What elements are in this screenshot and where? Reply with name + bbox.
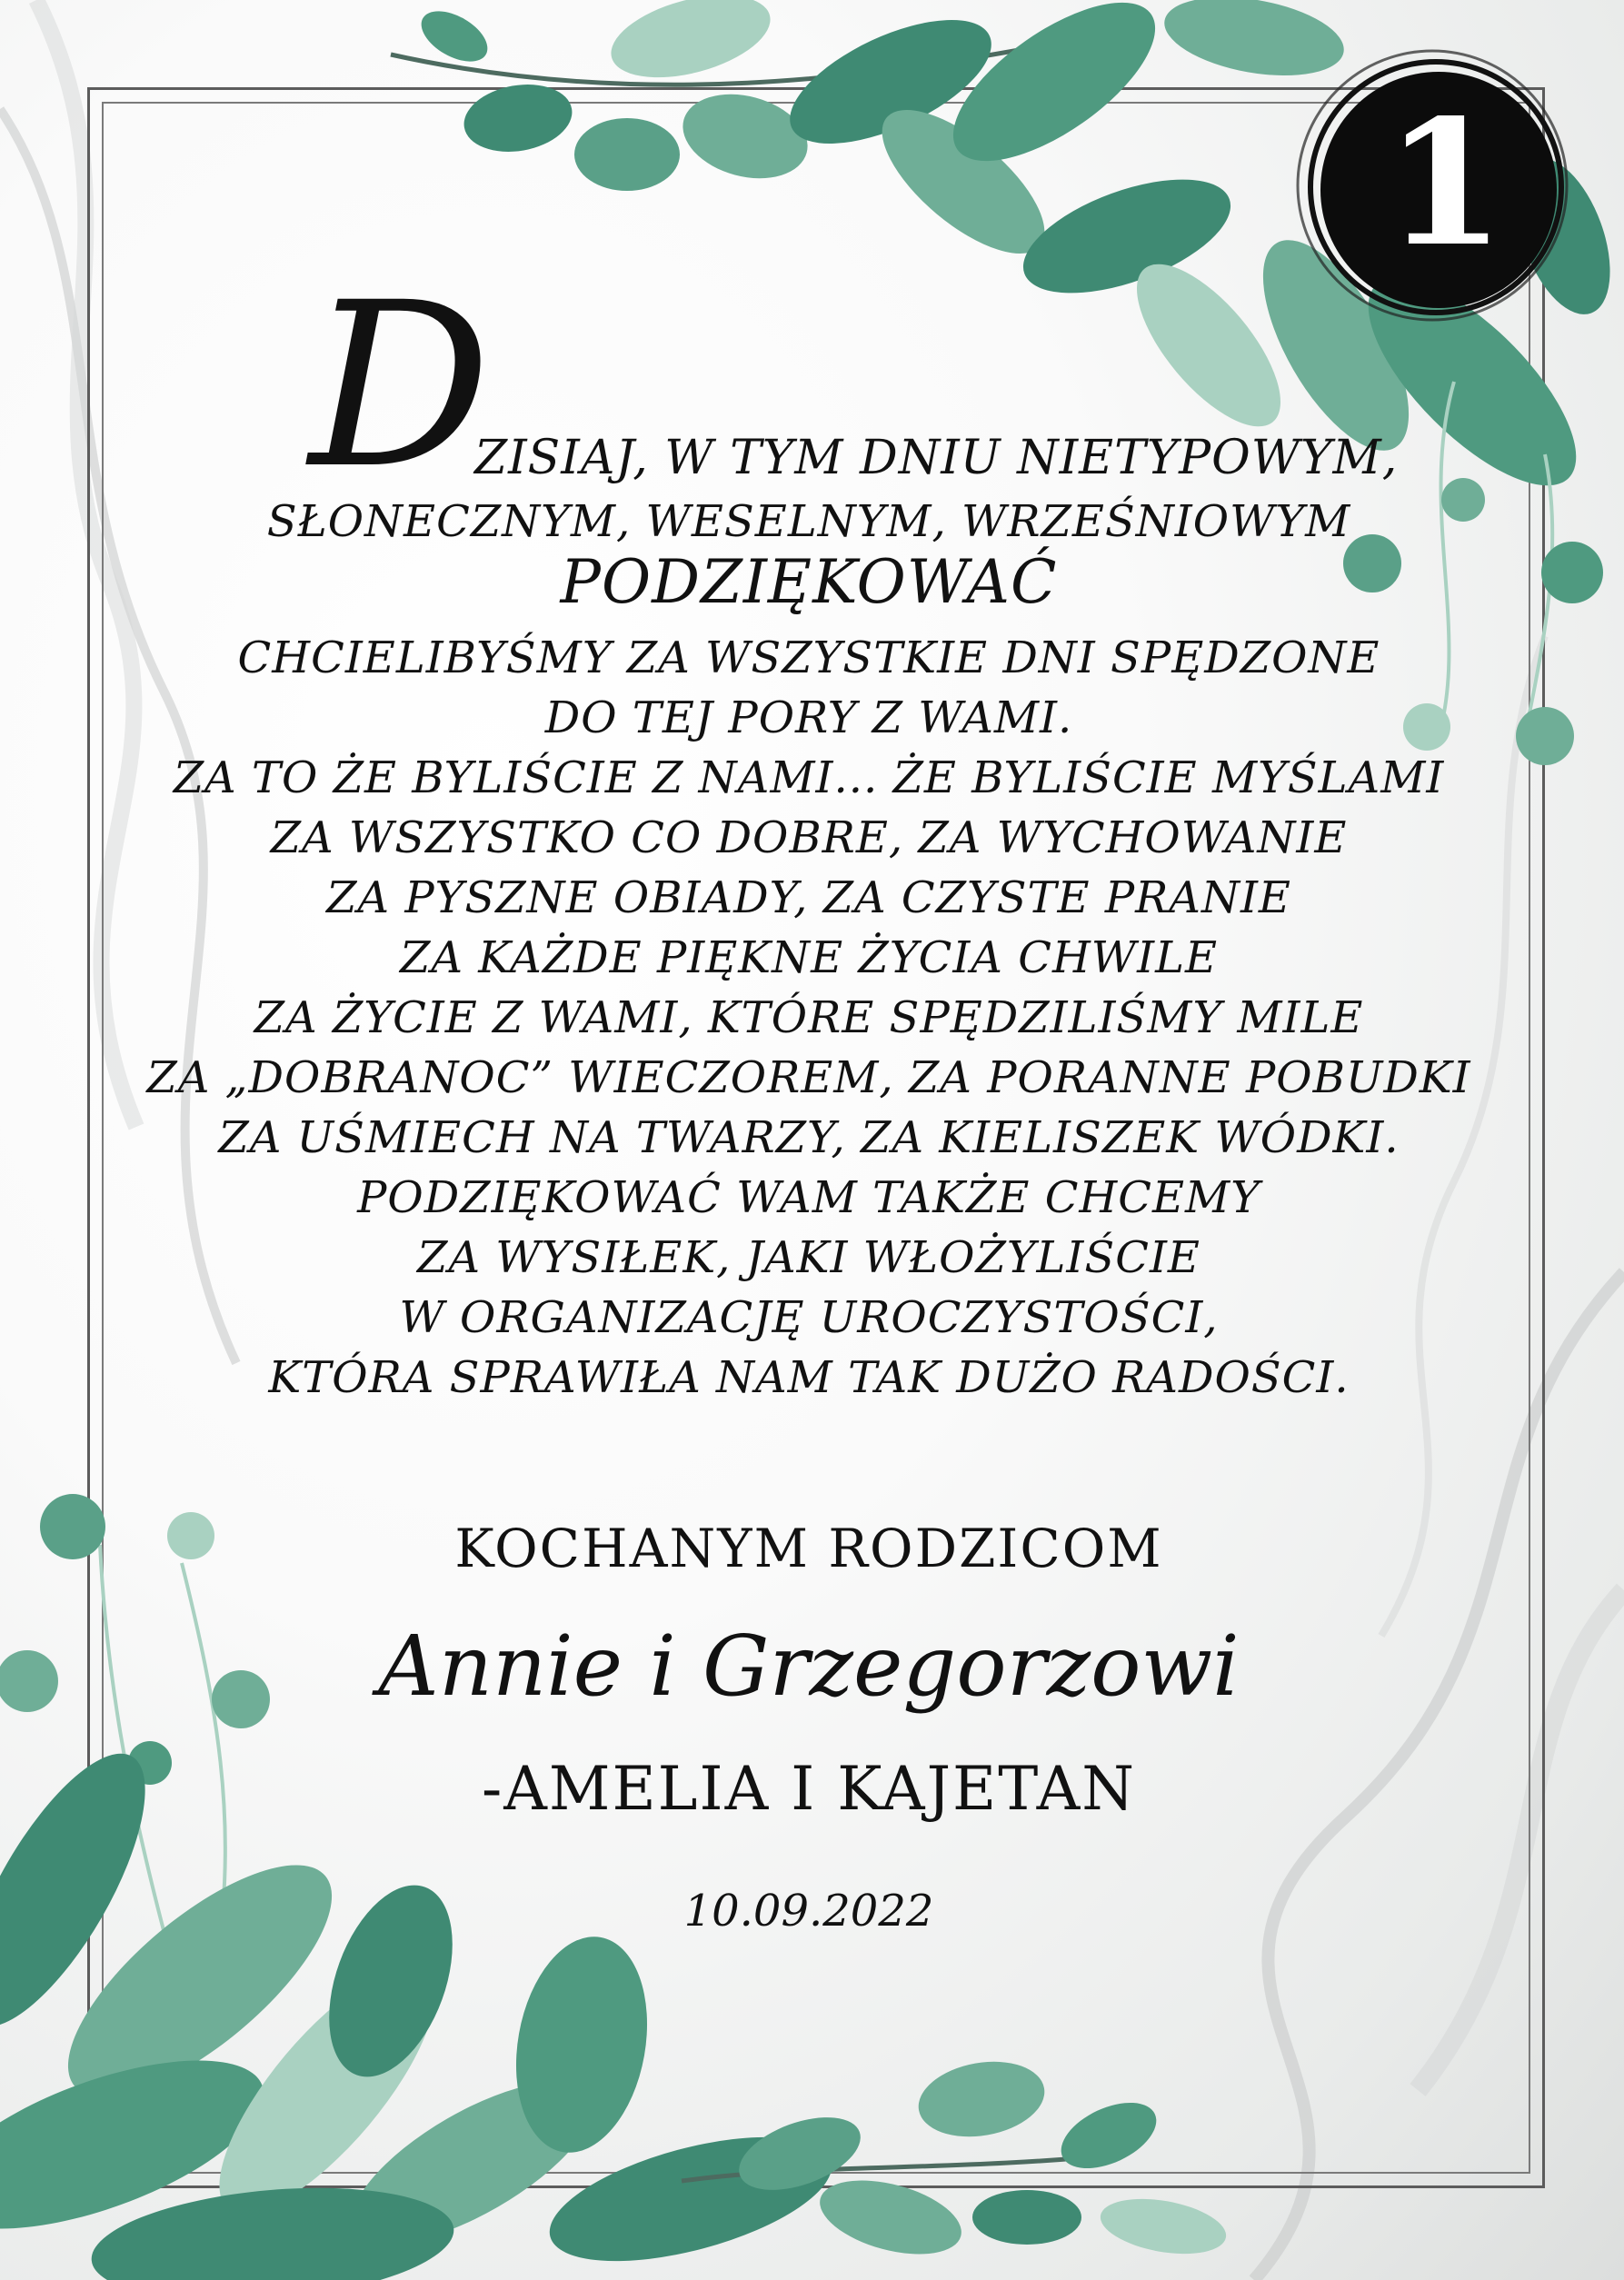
table-number: 1 <box>1384 82 1506 284</box>
poem-line: ZA ŻYCIE Z WAMI, KTÓRE SPĘDZILIŚMY MILE <box>254 992 1364 1043</box>
poem-line: CHCIELIBYŚMY ZA WSZYSTKIE DNI SPĘDZONE <box>237 632 1380 683</box>
poem-line: PODZIĘKOWAĆ WAM TAKŻE CHCEMY <box>357 1172 1260 1223</box>
signature: -AMELIA I KAJETAN <box>481 1754 1137 1824</box>
poem-line: SŁONECZNYM, WESELNYM, WRZEŚNIOWYM <box>266 496 1351 547</box>
poem-first-line: ZISIAJ, W TYM DNIU NIETYPOWYM, <box>474 431 1399 485</box>
poem-line: ZA WYSIŁEK, JAKI WŁOŻYLIŚCIE <box>417 1232 1201 1283</box>
drop-cap: D <box>309 254 492 518</box>
bottom-branch-leaves <box>682 2052 1230 2267</box>
poem-line: ZA WSZYSTKO CO DOBRE, ZA WYCHOWANIE <box>270 812 1348 863</box>
poem-line: ZA PYSZNE OBIADY, ZA CZYSTE PRANIE <box>326 872 1291 923</box>
poem-line: ZA KAŻDE PIĘKNE ŻYCIA CHWILE <box>399 932 1219 983</box>
dedication: KOCHANYM RODZICOM <box>454 1518 1163 1579</box>
event-date: 10.09.2022 <box>683 1886 934 1937</box>
poem-line: ZA UŚMIECH NA TWARZY, ZA KIELISZEK WÓDKI. <box>218 1112 1400 1163</box>
poem-line: DO TEJ PORY Z WAMI. <box>544 692 1073 743</box>
poem-line: ZA „DOBRANOC” WIECZOREM, ZA PORANNE POBUDKI <box>146 1052 1471 1103</box>
poem-line: ZA TO ŻE BYLIŚCIE Z NAMI... ŻE BYLIŚCIE MYŚLAMI <box>173 752 1445 803</box>
poem-line: W ORGANIZACJĘ UROCZYSTOŚCI, <box>399 1292 1219 1343</box>
recipient-names: Annie i Grzegorzowi <box>378 1618 1240 1715</box>
poem-line-highlight: PODZIĘKOWAĆ <box>560 547 1058 617</box>
poem-line: KTÓRA SPRAWIŁA NAM TAK DUŻO RADOŚCI. <box>268 1352 1350 1403</box>
